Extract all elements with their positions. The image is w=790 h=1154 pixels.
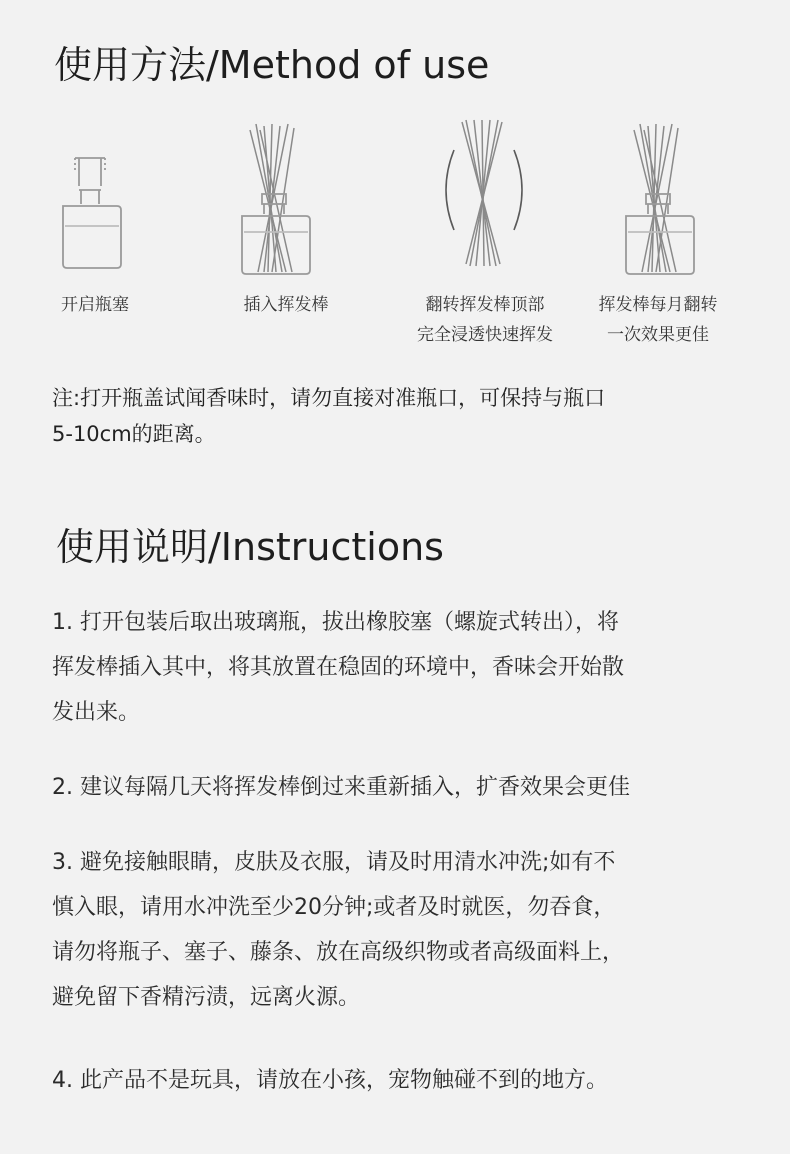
usage-note: 注:打开瓶盖试闻香味时，请勿直接对准瓶口，可保持与瓶口 5-10cm的距离。: [52, 386, 606, 446]
bottle-open-icon: [55, 150, 135, 272]
flip-sticks-icon: [436, 118, 532, 270]
instructions-title: 使用说明/Instructions: [56, 525, 444, 569]
instruction-item: 1. 打开包装后取出玻璃瓶，拔出橡胶塞（螺旋式转出），将 挥发棒插入其中，将其放置在稳固的环境中，香味会开始散 发出来。: [52, 610, 625, 725]
step-caption: 开启瓶塞: [61, 295, 129, 315]
bottle-sticks-monthly-icon: [620, 122, 700, 278]
step-caption: 挥发棒每月翻转 一次效果更佳: [598, 295, 718, 345]
step-caption: 插入挥发棒: [243, 295, 329, 315]
instruction-item: 2. 建议每隔几天将挥发棒倒过来重新插入，扩香效果会更佳: [52, 775, 630, 800]
method-title: 使用方法/Method of use: [54, 43, 490, 87]
instruction-item: 3. 避免接触眼睛，皮肤及衣服，请及时用清水冲洗;如有不 慎入眼，请用水冲洗至少20分钟;或者及时就医，勿吞食， 请勿将瓶子、塞子、藤条、放在高级织物或者高级面料上， 避免留下香精污渍，远离火源。: [52, 850, 625, 1010]
step-caption: 翻转挥发棒顶部 完全浸透快速挥发: [417, 295, 553, 345]
bottle-sticks-icon: [236, 122, 316, 278]
instruction-item: 4. 此产品不是玩具，请放在小孩，宠物触碰不到的地方。: [52, 1068, 608, 1093]
